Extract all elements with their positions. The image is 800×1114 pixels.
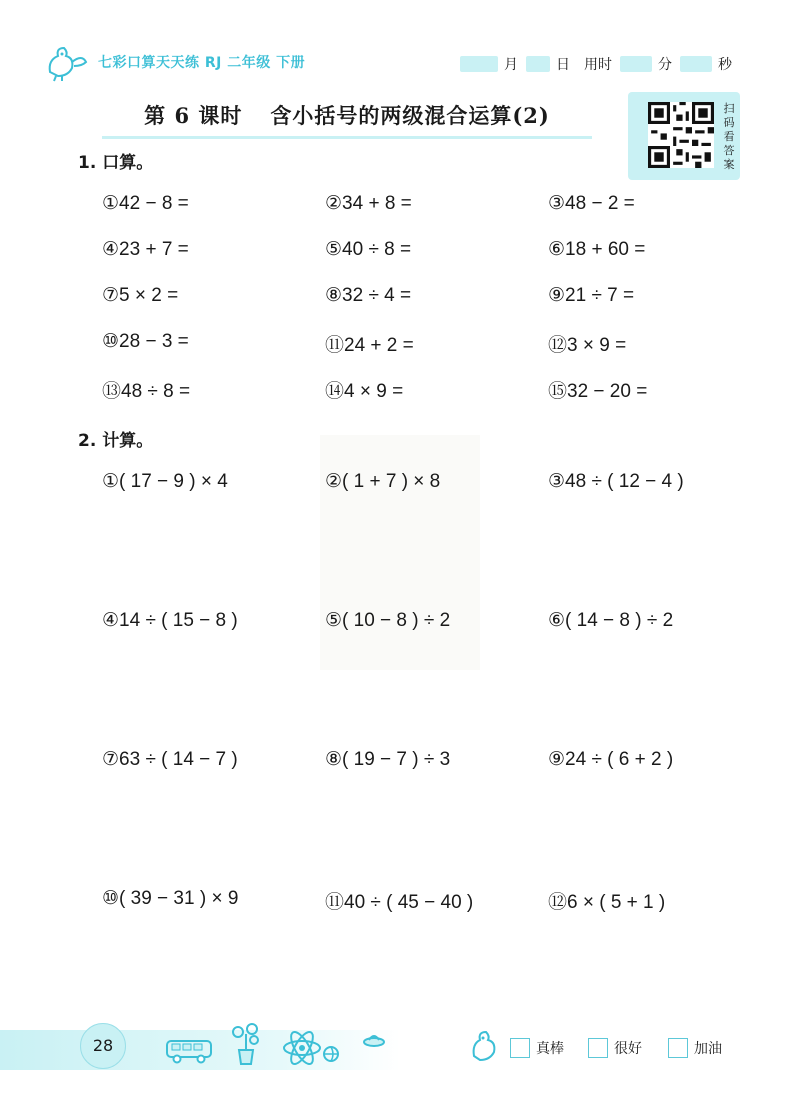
calc-item: ⑫6 × ( 5 + 1 )	[548, 892, 666, 913]
mental-item: ⑧32 ÷ 4 =	[325, 285, 412, 306]
month-blank[interactable]	[460, 56, 498, 72]
page-header	[0, 0, 800, 90]
calc-item: ⑨24 ÷ ( 6 + 2 )	[548, 749, 674, 770]
mental-item: ④23 + 7 =	[102, 239, 189, 260]
calc-item: ④14 ÷ ( 15 − 8 )	[102, 610, 238, 631]
lesson-topic: 含小括号的两级混合运算(2)	[270, 103, 550, 128]
seconds-label: 秒	[718, 57, 732, 73]
rating-checkbox[interactable]	[668, 1038, 688, 1058]
mental-item: ⑦5 × 2 =	[102, 285, 179, 306]
lesson-number: 第 6 课时	[144, 103, 243, 128]
page-title	[102, 100, 592, 130]
rating-label: 加油	[694, 1041, 722, 1057]
qr-label-char: 看	[723, 130, 735, 143]
rating-label: 真棒	[536, 1041, 564, 1057]
mental-item: ⑩28 − 3 =	[102, 331, 189, 352]
rating-great[interactable]	[510, 1038, 564, 1058]
mental-item: ⑬48 ÷ 8 =	[102, 381, 191, 402]
mental-item: ⑮32 − 20 =	[548, 381, 648, 402]
ufo-icon	[362, 1030, 386, 1050]
lesson-title-block	[102, 100, 592, 139]
calc-item: ③48 ÷ ( 12 − 4 )	[548, 471, 684, 492]
qr-answer-panel[interactable]	[628, 92, 740, 180]
rooster-mascot-icon	[468, 1028, 502, 1064]
brand-title: 七彩口算天天练 RJ 二年级 下册	[98, 55, 306, 71]
calc-item: ⑥( 14 − 8 ) ÷ 2	[548, 610, 674, 631]
qr-label-char: 码	[723, 116, 735, 129]
title-underline	[102, 136, 592, 139]
section-2-title: 2. 计算。	[78, 431, 154, 451]
day-label: 日	[556, 57, 570, 73]
qr-label-char: 扫	[723, 102, 735, 115]
rating-good[interactable]	[588, 1038, 642, 1058]
calc-item: ⑤( 10 − 8 ) ÷ 2	[325, 610, 451, 631]
minutes-blank[interactable]	[620, 56, 652, 72]
ball-icon	[322, 1045, 340, 1063]
rooster-logo-icon	[42, 42, 92, 82]
day-blank[interactable]	[526, 56, 550, 72]
calc-item: ①( 17 − 9 ) × 4	[102, 471, 228, 492]
seconds-blank[interactable]	[680, 56, 712, 72]
mental-item: ⑫3 × 9 =	[548, 335, 627, 356]
month-label: 月	[504, 57, 518, 73]
date-fields	[460, 54, 740, 74]
atom-icon	[280, 1028, 324, 1068]
bus-icon	[165, 1035, 215, 1065]
rating-keep-going[interactable]	[668, 1038, 722, 1058]
mental-item: ⑤40 ÷ 8 =	[325, 239, 412, 260]
mental-item: ⑪24 + 2 =	[325, 335, 414, 356]
mental-item: ②34 + 8 =	[325, 193, 412, 214]
calc-item: ⑦63 ÷ ( 14 − 7 )	[102, 749, 238, 770]
potted-plant-icon	[228, 1022, 264, 1066]
brand	[42, 42, 305, 82]
qr-label-char: 案	[723, 158, 735, 171]
mental-item: ⑭4 × 9 =	[325, 381, 404, 402]
minutes-label: 分	[658, 57, 672, 73]
time-used-label: 用时	[584, 57, 612, 73]
calc-item: ②( 1 + 7 ) × 8	[325, 471, 441, 492]
page-number: 28	[80, 1023, 126, 1069]
qr-label-char: 答	[723, 144, 735, 157]
rating-checkbox[interactable]	[510, 1038, 530, 1058]
mental-item: ①42 − 8 =	[102, 193, 189, 214]
qr-label	[722, 102, 736, 172]
mental-item: ⑨21 ÷ 7 =	[548, 285, 635, 306]
mental-item: ⑥18 + 60 =	[548, 239, 646, 260]
calc-item: ⑪40 ÷ ( 45 − 40 )	[325, 892, 474, 913]
section-1-title: 1. 口算。	[78, 153, 154, 173]
rating-checkbox[interactable]	[588, 1038, 608, 1058]
rating-label: 很好	[614, 1041, 642, 1057]
calc-item: ⑧( 19 − 7 ) ÷ 3	[325, 749, 451, 770]
calc-item: ⑩( 39 − 31 ) × 9	[102, 888, 239, 909]
qr-code-icon[interactable]	[648, 102, 714, 168]
mental-item: ③48 − 2 =	[548, 193, 635, 214]
